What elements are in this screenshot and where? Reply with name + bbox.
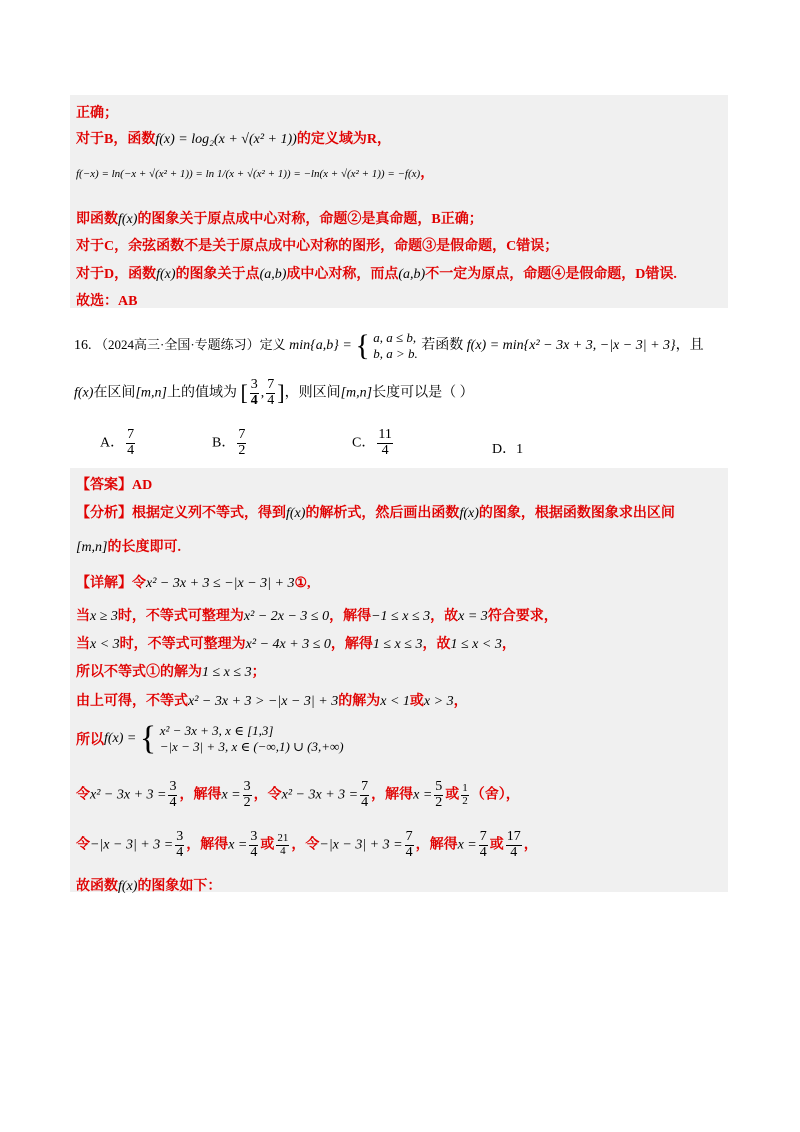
detail-from: 由上可得，不等式x² − 3x + 3 > −|x − 3| + 3的解为x < 1或x > 3， <box>76 694 468 709</box>
formula-log: f(x) = log₂(x + √(x² + 1)) <box>155 132 297 147</box>
solution-line-symmetric: 即函数f(x)的图象关于原点成中心对称，命题②是真命题，B正确； <box>76 212 483 227</box>
detail-graph: 故函数f(x)的图象如下： <box>76 879 222 894</box>
question-16-line1: 16. （2024高三·全国·专题练习）定义 min{a,b} = { a, a ≤ b, b, a > b. 若函数 f(x) = min{x² − 3x + 3, −|x − 3| + 3}，且 <box>74 328 704 362</box>
analysis-line-2: [m,n]的长度即可. <box>76 540 182 555</box>
detail-case-lt3: 当x < 3时，不等式可整理为x² − 4x + 3 ≤ 0，解得1 ≤ x ≤ 3，故1 ≤ x < 3， <box>76 637 516 652</box>
detail-eq2: 令−|x − 3| + 3 = $\frac{3}{4}$ ，解得x = $\frac{3}{4}$ 或 $\frac{21}{4}$ ，令−|x − 3| + 3 = $\frac{7}{4}$ ，解得x = $\frac{7}{4}$ 或 $\frac{17}{4}$ ， <box>76 829 538 860</box>
question-number: 16. <box>74 337 92 353</box>
question-source: （2024高三·全国·专题练习）定义 <box>95 336 286 352</box>
solution-line-d: 对于D，函数f(x)的图象关于点(a,b)成中心对称，而点(a,b)不一定为原点，命题④是假命题，D错误. <box>76 267 677 282</box>
option-d[interactable]: D．1 <box>492 442 524 457</box>
detail-sol1: 所以不等式①的解为1 ≤ x ≤ 3； <box>76 665 266 680</box>
question-16-line2: f(x)在区间[m,n]上的值域为 [ $\frac{3}{4}$ , $\frac{7}{4}$ ]，则区间[m,n]长度可以是（ ） <box>74 377 474 408</box>
analysis-line-1: 【分析】根据定义列不等式，得到f(x)的解析式，然后画出函数f(x)的图象，根据函数图象求出区间 <box>76 506 675 521</box>
detail-piecewise: 所以f(x) = { x² − 3x + 3, x ∈ [1,3] −|x − 3| + 3, x ∈ (−∞,1) ∪ (3,+∞) <box>76 720 344 757</box>
option-c[interactable]: C． $\frac{11}{4}$ <box>352 427 392 458</box>
solution-line-choice: 故选：AB <box>76 294 138 309</box>
detail-eq1: 令x² − 3x + 3 = $\frac{3}{4}$ ，解得x = $\frac{3}{2}$ ，令x² − 3x + 3 = $\frac{7}{4}$ ，解得x = $\frac{5}{2}$ 或 $\frac{1}{2}$ （舍）， <box>76 779 520 810</box>
option-a[interactable]: A． $\frac{7}{4}$ <box>100 427 135 458</box>
piecewise-f: { x² − 3x + 3, x ∈ [1,3] −|x − 3| + 3, x ∈ (−∞,1) ∪ (3,+∞) <box>139 720 344 757</box>
detail-line-1: 【详解】令x² − 3x + 3 ≤ −|x − 3| + 3①, <box>76 576 311 591</box>
solution-line-c: 对于C，余弦函数不是关于原点成中心对称的图形，命题③是假命题，C错误； <box>76 239 559 254</box>
answer-line: 【答案】AD <box>76 478 153 493</box>
piecewise-min: { a, a ≤ b, b, a > b. <box>355 328 418 362</box>
formula-odd-proof: f(−x) = ln(−x + √(x² + 1)) = ln 1/(x + √(x² + 1)) = −ln(x + √(x² + 1)) = −f(x) <box>76 168 421 180</box>
solution-line-odd-proof: f(−x) = ln(−x + √(x² + 1)) = ln 1/(x + √(x² + 1)) = −ln(x + √(x² + 1)) = −f(x)， <box>76 166 435 181</box>
solution-line-b: 对于B，函数f(x) = log₂(x + √(x² + 1))的定义域为R， <box>76 132 391 147</box>
detail-case-ge3: 当x ≥ 3时，不等式可整理为x² − 2x − 3 ≤ 0，解得−1 ≤ x ≤ 3，故x = 3符合要求， <box>76 609 558 624</box>
solution-line-correct: 正确； <box>76 106 118 121</box>
option-b[interactable]: B． $\frac{7}{2}$ <box>212 427 246 458</box>
